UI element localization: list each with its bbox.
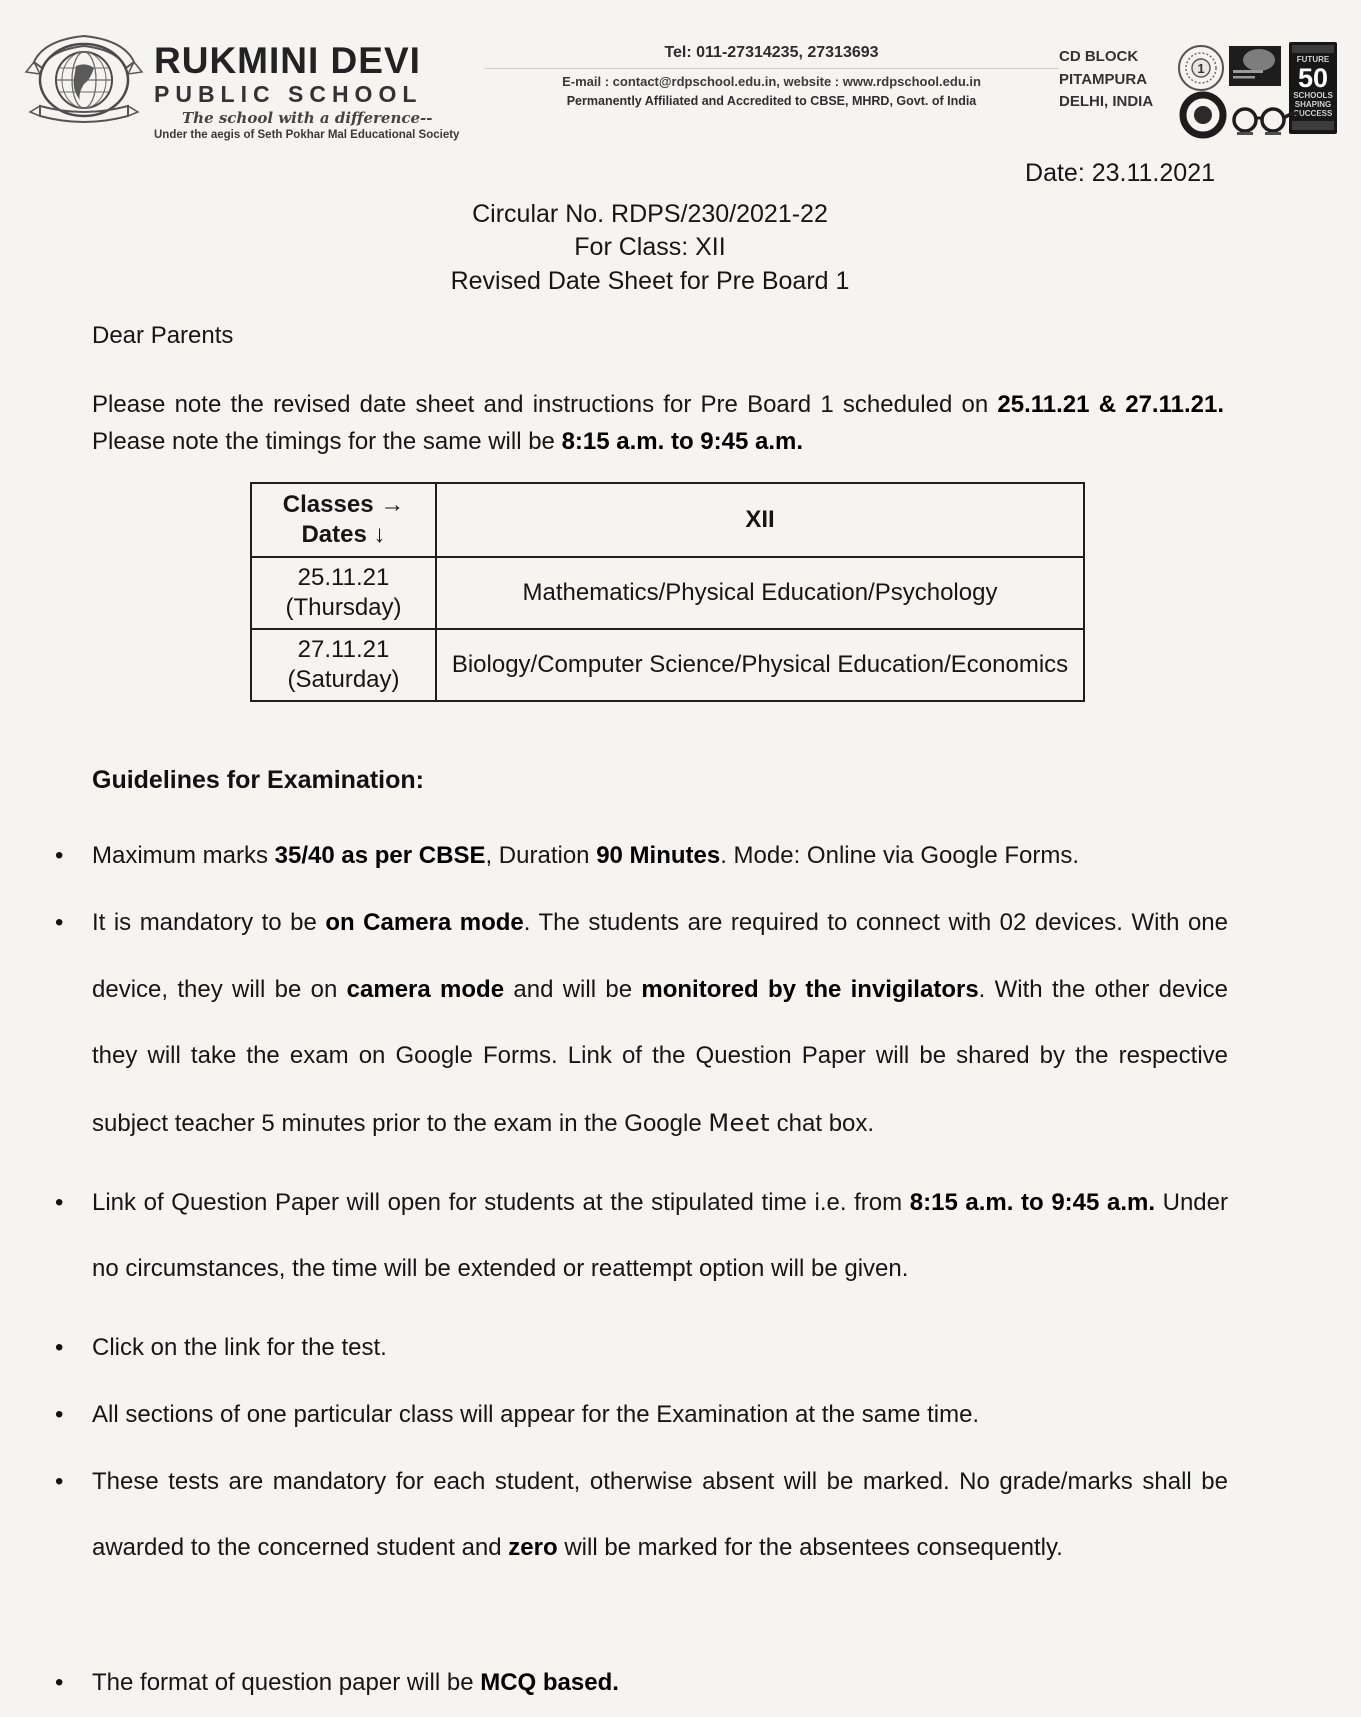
svg-text:SCHOOLS: SCHOOLS	[1293, 91, 1333, 100]
dates-arrow-label: Dates ↓	[301, 521, 386, 549]
school-aegis-line: Under the aegis of Seth Pokhar Mal Educational Society	[154, 129, 460, 142]
globe-emblem-icon	[20, 28, 148, 136]
school-tagline: The school with a difference--	[182, 109, 433, 128]
classes-arrow-label: Classes →	[282, 491, 405, 519]
date-sheet-table	[250, 482, 1085, 702]
table-header-dates	[251, 483, 436, 557]
guideline-item: • Click on the link for the test.	[92, 1315, 1228, 1382]
contact-block	[484, 28, 1059, 108]
round-dark-badge-icon	[1183, 95, 1223, 135]
address-block	[1059, 28, 1171, 114]
svg-text:50: 50	[1297, 63, 1329, 93]
circular-number: Circular No. RDPS/230/2021-22	[472, 200, 828, 228]
exam-date-cell: 27.11.21 (Saturday)	[251, 629, 436, 701]
school-name: RUKMINI DEVI	[154, 40, 421, 81]
intro-paragraph: Please note the revised date sheet and instructions for Pre Board 1 scheduled on 25.11.21 & 27.11.21. Please note the timings for the same will be 8:15 a.m. to 9:45 a.m.	[92, 390, 1224, 455]
affiliation-line: Permanently Affiliated and Accredited to CBSE, MHRD, Govt. of India	[566, 94, 977, 108]
telephone-line: Tel: 011-27314235, 27313693	[664, 44, 879, 61]
address-line: PITAMPURA	[1059, 70, 1148, 88]
school-name-line2: PUBLIC SCHOOL	[154, 81, 423, 107]
svg-text:SHAPING: SHAPING	[1294, 100, 1332, 109]
salutation: Dear Parents	[92, 321, 234, 349]
letterhead	[0, 28, 1361, 145]
document-title: Revised Date Sheet for Pre Board 1	[450, 266, 850, 295]
dark-rect-badge-icon	[1229, 46, 1281, 86]
school-logo	[20, 28, 148, 136]
svg-text:SUCCESS: SUCCESS	[1293, 109, 1333, 118]
email-website-line: E-mail : contact@rdpschool.edu.in, website : www.rdpschool.edu.in	[484, 68, 1059, 89]
guideline-item: • Link of Question Paper will open for students at the stipulated time i.e. from 8:15 a.m. to 9:45 a.m. Under no circumstances, the time will be extended or reattempt option will be given.	[92, 1170, 1228, 1303]
accreditation-badges	[1171, 28, 1343, 145]
guideline-item: • Maximum marks 35/40 as per CBSE, Duration 90 Minutes. Mode: Online via Google Forms.	[92, 823, 1228, 890]
address-line: DELHI, INDIA	[1059, 93, 1154, 110]
document-date: Date: 23.11.2021	[1025, 159, 1215, 187]
address-line: CD BLOCK	[1059, 48, 1139, 65]
exam-subjects-cell: Mathematics/Physical Education/Psychology	[436, 557, 1084, 629]
table-header-row	[251, 483, 1084, 557]
table-header-class: XII	[436, 483, 1084, 557]
svg-text:1: 1	[1197, 61, 1205, 76]
round-emblem-icon	[1179, 46, 1223, 90]
future-50-badge-icon	[1289, 42, 1337, 134]
exam-subjects-cell: Biology/Computer Science/Physical Education/Economics	[436, 629, 1084, 701]
for-class-line: For Class: XII	[574, 233, 726, 262]
guideline-item: • All sections of one particular class will appear for the Examination at the same time.	[92, 1382, 1228, 1449]
table-row	[251, 557, 1084, 629]
document-heading-block	[0, 198, 1300, 298]
guideline-item: • The format of question paper will be MCQ based.	[92, 1650, 1228, 1717]
guideline-item: • It is mandatory to be on Camera mode. The students are required to connect with 02 devices. With one device, they will be on camera mode and will be monitored by the invigilators. With the other device they will take the exam on Google Forms. Link of the Question Paper will be shared by the respective subject teacher 5 minutes prior to the exam in the Google Meet chat box.	[92, 890, 1228, 1158]
guidelines-heading: Guidelines for Examination:	[92, 766, 424, 795]
guideline-item: • These tests are mandatory for each student, otherwise absent will be marked. No grade/marks shall be awarded to the concerned student and zero will be marked for the absentees consequently.	[92, 1449, 1228, 1582]
svg-text:FUTURE: FUTURE	[1296, 55, 1330, 64]
table-row	[251, 629, 1084, 701]
school-name-block	[154, 28, 484, 141]
guidelines-list	[92, 823, 1228, 1717]
exam-date-cell: 25.11.21 (Thursday)	[251, 557, 436, 629]
